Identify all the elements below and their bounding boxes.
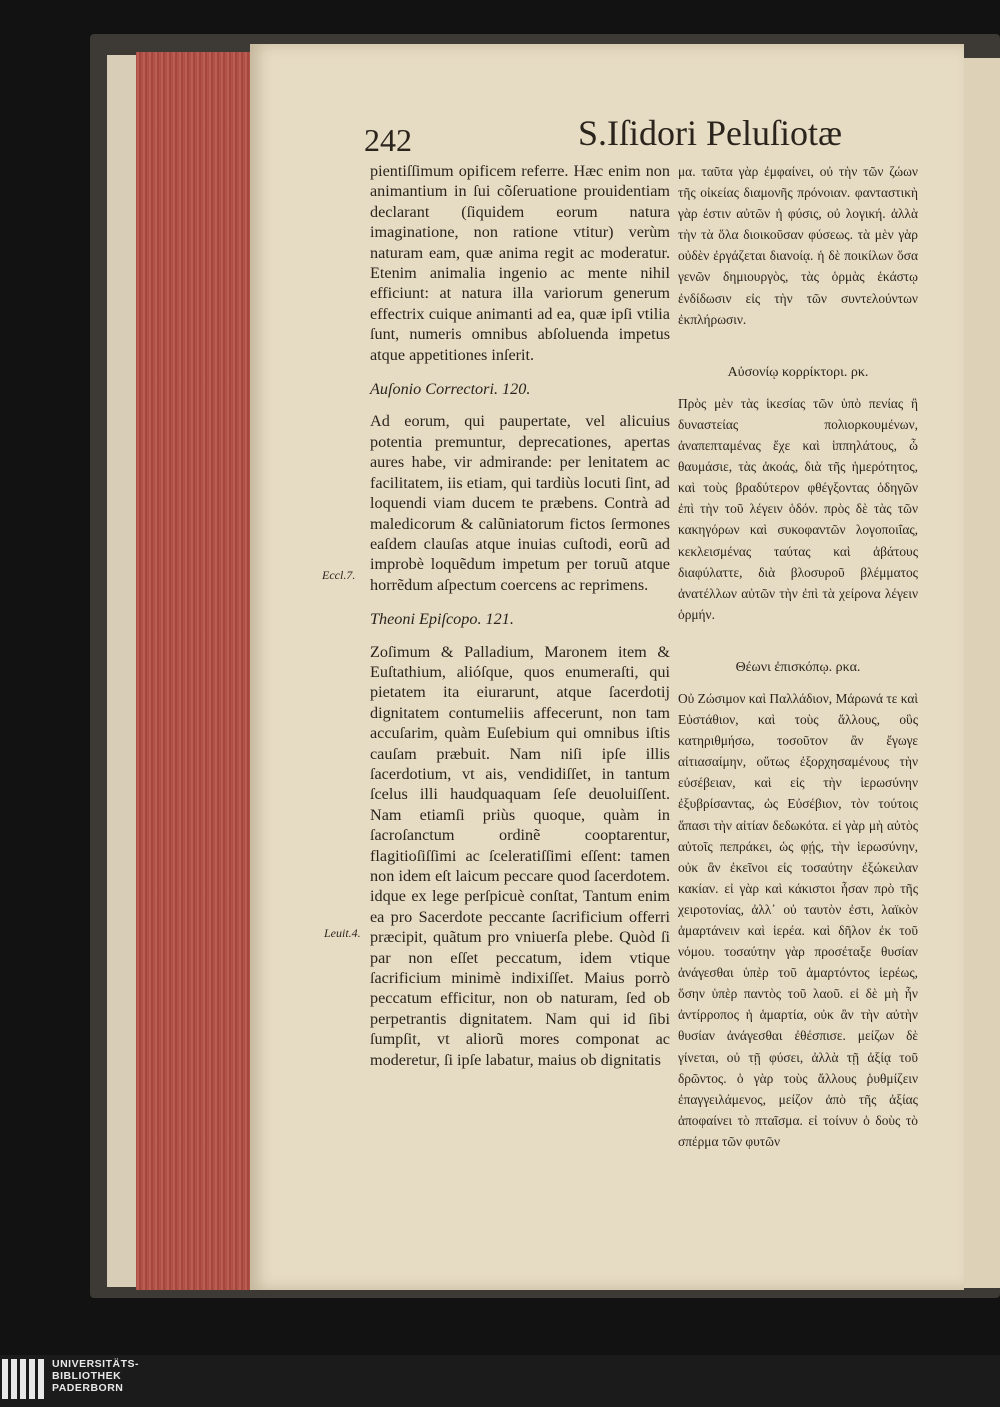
margin-note: Leuit.4. (324, 926, 361, 940)
page-edge (107, 55, 137, 1287)
latin-paragraph: Zoſimum & Palladium, Maronem item & Euſtathium, alióſque, quos enumeraſti, qui pietatem ita eiurarunt, atque ſacerdotij dignitatem contumeliis affecerunt, non tam accuſarim, quàm Euſebium qui omnibus iſtis cauſam præbuit. Nam niſi ipſe illis ſacerdotium, vt ais, vendidiſſet, in tantum ſcelus illi haudquaquam ſeſe deuoluiſſent. Nam etiamſi priùs quoque, quàm in ſacroſanctum ordinẽ cooptarentur, flagitioſiſſimi ac ſceleratiſſimi eſſent: tamen non idem eſt laicum peccare quod ſacerdotem. idque ex lege perſpicuè conſtat, Tantum enim ea pro Sacerdote peccante ſacrificium offerri præcipit, quãtum pro vniuerſa plebe. Quòd ſi par non eſſet peccatum, idem vtique ſacrificium minimè indixiſſet. Maius porrò peccatum efficitur, non ob naturam, ſed ob perpetrantis dignitatem. Nam qui id ſibi ſumpſit, vt aliorũ mores componat ac moderetur, ſi ipſe labatur, maius ob dignitatis (370, 642, 670, 1069)
page-number: 242 (364, 122, 412, 158)
logo-line: PADERBORN (52, 1382, 124, 1394)
library-logo-icon (2, 1359, 46, 1399)
greek-column (678, 161, 918, 1152)
logo-line: UNIVERSITÄTS- (52, 1358, 140, 1370)
letter-heading: Auſonio Correctori. 120. (370, 380, 531, 399)
letter-heading: Αὐσονίῳ κορρίκτορι. ρκ. (727, 364, 869, 380)
latin-paragraph: Ad eorum, qui paupertate, vel alicuius potentia premuntur, deprecationes, apertas aures habe, vir admirande: per lenitatem ac facilitatem, iis etiam, qui tardiùs locuti ſint, ad loquendi viam ducem te præbens. Contrà ad maledicorum & calũniatorum fictos ſermones eaſdem clauſas atque inuias cuſtodi, eorũ ad improbè loquẽdum impetum per toruũ atque horrẽdum aſpectum coercens ac reprimens. (370, 412, 670, 594)
library-logo-text (52, 1358, 139, 1394)
latin-column (370, 161, 670, 1070)
facing-page-edge (964, 58, 1000, 1288)
greek-paragraph: μα. ταῦτα γὰρ ἐμφαίνει, οὐ τὴν τῶν ζώων τῆς οἰκείας διαμονῆς πρόνοιαν. φανταστικὴ γὰρ ἐστιν αὐτῶν ἡ φύσις, οὐ λογική. ἀλλὰ τὴν τὰ ὅλα διοικοῦσαν φύσεως. τὰ μὲν γὰρ οὐδὲν ἐργάζεται διανοίᾳ. ἡ δὲ ποικίλων ὅσα γενῶν δημιουργὸς, τὰς ὁρμὰς ἑκάστῳ ἐνδίδωσιν εἰς τὴν τῶν συντελούντων ἐκπλήρωσιν. (678, 164, 918, 327)
letter-heading: Theoni Epiſcopo. 121. (370, 610, 514, 629)
latin-paragraph: pientiſſimum opificem referre. Hæc enim non animantium in ſui cõſeruatione prouidentiam declarant (ſiquidem eorum natura imaginatione, non ratione vtitur) verùm naturam eam, quæ anima regit ac moderatur. Etenim animalia ingenio ac mente nihil efficiunt: at natura illa variorum generum effectrix cuique animanti ad ea, quæ ipſi vtilia ſunt, numeris omnibus abſoluenda impetus atque appetitiones inſerit. (370, 162, 670, 364)
logo-line: BIBLIOTHEK (52, 1370, 122, 1382)
margin-note: Eccl.7. (322, 568, 356, 582)
letter-heading: Θέωνι ἐπισκόπῳ. ρκα. (735, 659, 861, 675)
running-title: S.Iſidori Peluſiotæ (578, 113, 843, 153)
red-page-edges (136, 52, 250, 1290)
greek-paragraph: Οὐ Ζώσιμον καὶ Παλλάδιον, Μάρωνά τε καὶ Εὐστάθιον, καὶ τοὺς ἄλλους, οὓς κατηριθμήσω, τοσοῦτον ἂν ἔγωγε αἰτιασαίμην, οὕτως ἐξορχησαμένους τὴν εὐσέβειαν, καὶ εἰς τὴν ἱερωσύνην ἐξυβρίσαντας, ὡς Εὐσέβιον, τὸν τούτοις ἅπασι τὴν αἰτίαν δεδωκότα. εἰ γὰρ μὴ αὐτὸς αὐτοῖς πεπράκει, ὡς φῄς, τὴν ἱερωσύνην, οὐκ ἂν ἐκεῖνοι εἰς τοσαύτην ἐξώκειλαν κακίαν. εἰ γὰρ καὶ κάκιστοι ἦσαν πρὸ τῆς χειροτονίας, ἀλλ᾽ οὐ ταυτὸν ἐστι, λαϊκὸν ἁμαρτάνειν καὶ ἱερέα. καὶ δῆλον ἐκ τοῦ νόμου. τοσαύτην γὰρ προσέταξε θυσίαν ἀνάγεσθαι ὑπὲρ τοῦ ἁμαρτόντος ἱερέως, ὅσην ὑπὲρ παντὸς τοῦ λαοῦ. εἰ δὲ μὴ ἦν ἀντίρροπος ἡ ἁμαρτία, οὐκ ἂν τὴν αὐτὴν θυσίαν ἀνάγεσθαι ἐθέσπισε. μείζων δὲ γίνεται, οὐ τῇ φύσει, ἀλλὰ τῇ ἀξίᾳ τοῦ δρῶντος. ὁ γὰρ τοὺς ἄλλους ῥυθμίζειν ἐπαγγειλάμενος, μείζον ἀπὸ τῆς ἀξίας ἀποφαίνει τὸ πταῖσμα. εἰ τοίνυν ὁ δοὺς τὸ σπέρμα τῶν φυτῶν (678, 690, 918, 1149)
footer-bar (0, 1355, 1000, 1407)
greek-paragraph: Πρὸς μὲν τὰς ἱκεσίας τῶν ὑπὸ πενίας ἢ δυναστείας πολιορκουμένων, ἀναπεπταμένας ἔχε καὶ ἱππηλάτους, ὦ θαυμάσιε, τὰς ἀκοάς, διὰ τῆς ἡμερότητος, καὶ τοὺς βραδύτερον φθέγξοντας ὁδηγῶν ἐπὶ τὴν τοῦ λέγειν ὁδόν. πρὸς δὲ τὰς τῶν κακηγόρων καὶ συκοφαντῶν λογοποιΐας, κεκλεισμένας ταύτας καὶ ἀβάτους διαφύλαττε, διὰ βλοσυροῦ βλέμματος ἀνατέλλων αὐτῶν τὴν ἐπὶ τὰ χείρονα λέγειν ὁρμήν. (678, 395, 918, 622)
